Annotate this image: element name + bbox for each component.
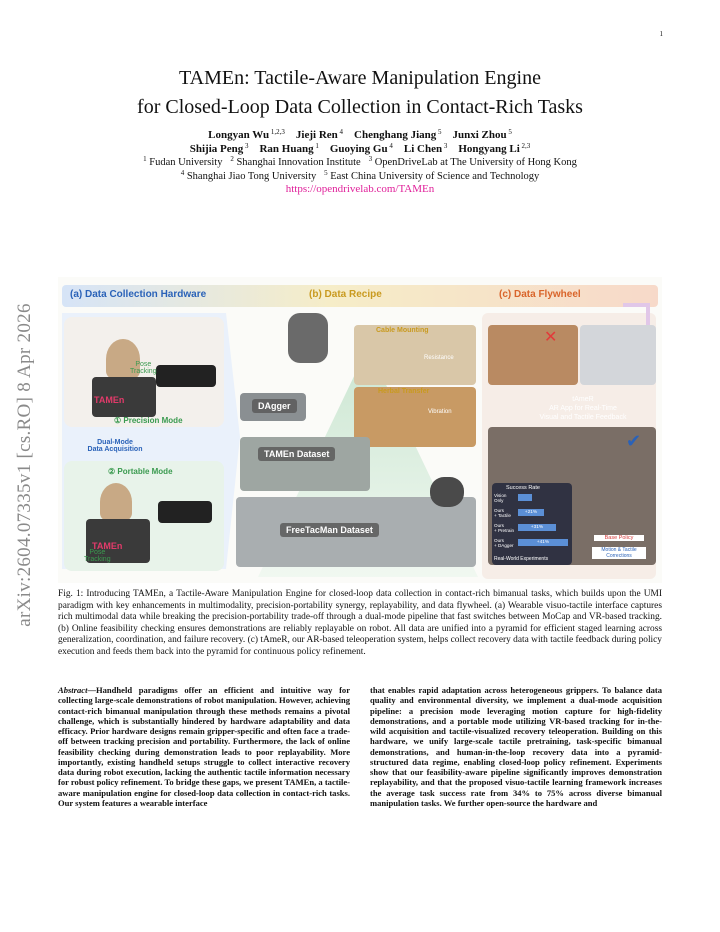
cable-mounting-photo — [354, 325, 476, 385]
affiliation: $^2$ Shanghai Innovation Institute — [230, 155, 361, 168]
author-name: Junxi Zhou $^5$ — [452, 128, 512, 141]
vibration-label: Vibration — [428, 409, 452, 415]
cross-icon: ✕ — [544, 329, 558, 346]
abstract-left-column — [58, 685, 350, 808]
affiliation: $^5$ East China University of Science and Technology — [324, 168, 540, 182]
fig-label: Fig. 1: — [58, 589, 84, 599]
check-icon: ✔ — [626, 431, 642, 451]
tamen-badge: TAMEn — [92, 541, 123, 551]
operator-photo — [100, 483, 132, 521]
pose-tracking-label: Pose Tracking — [84, 549, 111, 563]
success-row-label: Ours + DAgger — [494, 538, 514, 548]
author-name: Li Chen $^3$ — [403, 141, 448, 155]
success-row-label: Ours + Pretrain — [494, 523, 515, 533]
section-b-header: (b) Data Recipe — [309, 289, 382, 300]
herbal-transfer-photo — [354, 387, 476, 447]
affiliation: $^4$ Shanghai Jiao Tong University — [180, 168, 317, 182]
project-link[interactable]: https://opendrivelab.com/TAMEn — [285, 183, 435, 195]
failure-photo — [488, 325, 578, 385]
author-name: Ran Huang $^1$ — [259, 141, 319, 155]
title-line-1: TAMEn: Tactile-Aware Manipulation Engine — [179, 67, 541, 89]
success-row-delta: +21% — [518, 509, 544, 516]
section-a-header: (a) Data Collection Hardware — [70, 289, 207, 300]
tamen-dataset-label: TAMEn Dataset — [258, 447, 335, 461]
gripper-photo — [158, 501, 212, 523]
success-row-delta — [518, 494, 532, 501]
affiliation: $^1$ Fudan University — [143, 155, 223, 168]
affiliations-line-1 — [60, 156, 660, 170]
robot-icon — [430, 477, 464, 507]
precision-mode-panel — [64, 317, 224, 427]
abstract-right-column — [370, 685, 662, 808]
portable-mode-label: ② Portable Mode — [108, 467, 173, 476]
success-row-delta: +41% — [518, 539, 568, 546]
author-name: Longyan Wu $^{1,2,3}$ — [208, 128, 285, 141]
vr-controller-photo — [580, 325, 656, 385]
arxiv-id: arXiv:2604.07335v1 [cs.RO] 8 Apr 2026 — [14, 303, 35, 627]
tamen-dataset-tile — [240, 437, 370, 491]
author-name: Jieji Ren $^4$ — [295, 128, 344, 141]
tamer-label: tAmeR AR App for Real-Time Visual and Tactile Feedback — [539, 396, 627, 421]
authors-line-1 — [60, 129, 660, 143]
author-block — [60, 129, 660, 197]
resistance-label: Resistance — [424, 355, 454, 361]
dagger-label: DAgger — [252, 399, 297, 413]
authors-line-2 — [60, 143, 660, 157]
author-name: Shijia Peng $^3$ — [189, 141, 249, 155]
affiliations-line-2 — [60, 170, 660, 184]
abstract-right-text: that enables rapid adaptation across heterogeneous grippers. To balance data quality and environmental diversity, we implement a dual-mode acquisition pipeline: a precision mode leveraging motion capture for high-fidelity demonstrations, and a portable mode utilizing VR-based tracking for in-the-wild acquisition and tactile-visualized recovery teleoperation. Building on this hardware, we unify large-scale tactile pretraining, task-specific bimanual demonstrations, and human-in-the-loop recovery data into a pyramid-structured data regime, enabling closed-loop policy refinement. Experiments show that our feasibility-aware pipeline significantly improves demonstration replayability, and that the proposed visuo-tactile learning framework increases the average task success rate from 34% to 75% across diverse bimanual manipulation tasks. We further open-source the hardware and — [370, 685, 662, 808]
figure-caption — [58, 589, 662, 659]
paper-title — [60, 64, 660, 122]
success-row-delta: +31% — [518, 524, 556, 531]
caption-text: Introducing TAMEn, a Tactile-Aware Manipulation Engine for closed-loop data collection in contact-rich bimanual tasks, which builds upon the UMI paradigm with key enhancements in multimodality, precision-portability synergy, replayability, and data flywheel. (a) Wearable visuo-tactile interface captures rich multimodal data while breaking the precision-portability trade-off through a dual-mode pipeline that fast switches between MoCap and VR-based tracking. (b) Online feasibility checking ensures demonstrations are reliably replayable on robot. All data are unified into a pyramid for efficient staged learning across generalization, coordination, and failure recovery. (c) tAmeR, our AR-based teleoperation system, helps collect recovery data with tactile feedback during policy execution and feeds them back into the pyramid for continuous policy refinement. — [58, 589, 662, 657]
author-name: Guoying Gu $^4$ — [329, 141, 393, 155]
abstract-label: Abstract — [58, 685, 88, 695]
section-c-header: (c) Data Flywheel — [499, 289, 581, 300]
humanoid-robot-image — [288, 313, 328, 363]
base-policy-label: Base Policy — [594, 535, 644, 541]
precision-mode-label: ① Precision Mode — [114, 416, 183, 425]
gripper-photo — [156, 365, 216, 387]
page-number: 1 — [659, 30, 663, 38]
pose-tracking-label: Pose Tracking — [130, 361, 157, 375]
affiliation: $^3$ OpenDriveLab at The University of Hong Kong — [368, 155, 577, 168]
author-name: Chenghang Jiang $^5$ — [354, 128, 442, 141]
dual-mode-label: Dual-Mode Data Acquisition — [87, 439, 143, 453]
success-row-label: Vision Only — [494, 493, 507, 503]
teaser-figure — [58, 277, 662, 583]
freetacman-dataset-label: FreeTacMan Dataset — [280, 523, 379, 537]
tamen-badge: TAMEn — [94, 395, 125, 405]
real-world-label: Real-World Experiments — [494, 556, 549, 562]
author-name: Hongyang Li $^{2,3}$ — [458, 141, 531, 155]
success-rate-label: Success Rate — [506, 485, 540, 491]
cable-mounting-label: Cable Mounting — [376, 327, 429, 334]
portable-mode-panel — [64, 461, 224, 571]
motion-tactile-label: Motion & Tactile Corrections — [592, 547, 646, 559]
abstract-left-text: —Handheld paradigms offer an efficient and intuitive way for collecting large-scale demonstrations of robot manipulation. However, achieving contact-rich bimanual manipulation through these methods remains a pivotal challenge, which is substantially hindered by hardware adaptability and data efficacy. Prior hardware designs remain gripper-specific and often face a trade-off between tracking precision and portability. Furthermore, the lack of online feasibility checking during demonstration leads to poor replayability. More importantly, existing handheld setups struggle to collect interactive recovery data during robot execution, lacking the authentic tactile information necessary for robust policy refinement. To bridge these gaps, we present TAMEn, a tactile-aware manipulation engine for closed-loop data collection in contact-rich tasks. Our system features a wearable interface — [58, 685, 350, 808]
success-row-label: Ours + Tactile — [494, 508, 511, 518]
arxiv-stamp — [10, 265, 40, 665]
success-rate-inset — [492, 483, 572, 565]
herbal-transfer-label: Herbal Transfer — [378, 388, 430, 395]
title-line-2: for Closed-Loop Data Collection in Contact-Rich Tasks — [137, 96, 583, 118]
